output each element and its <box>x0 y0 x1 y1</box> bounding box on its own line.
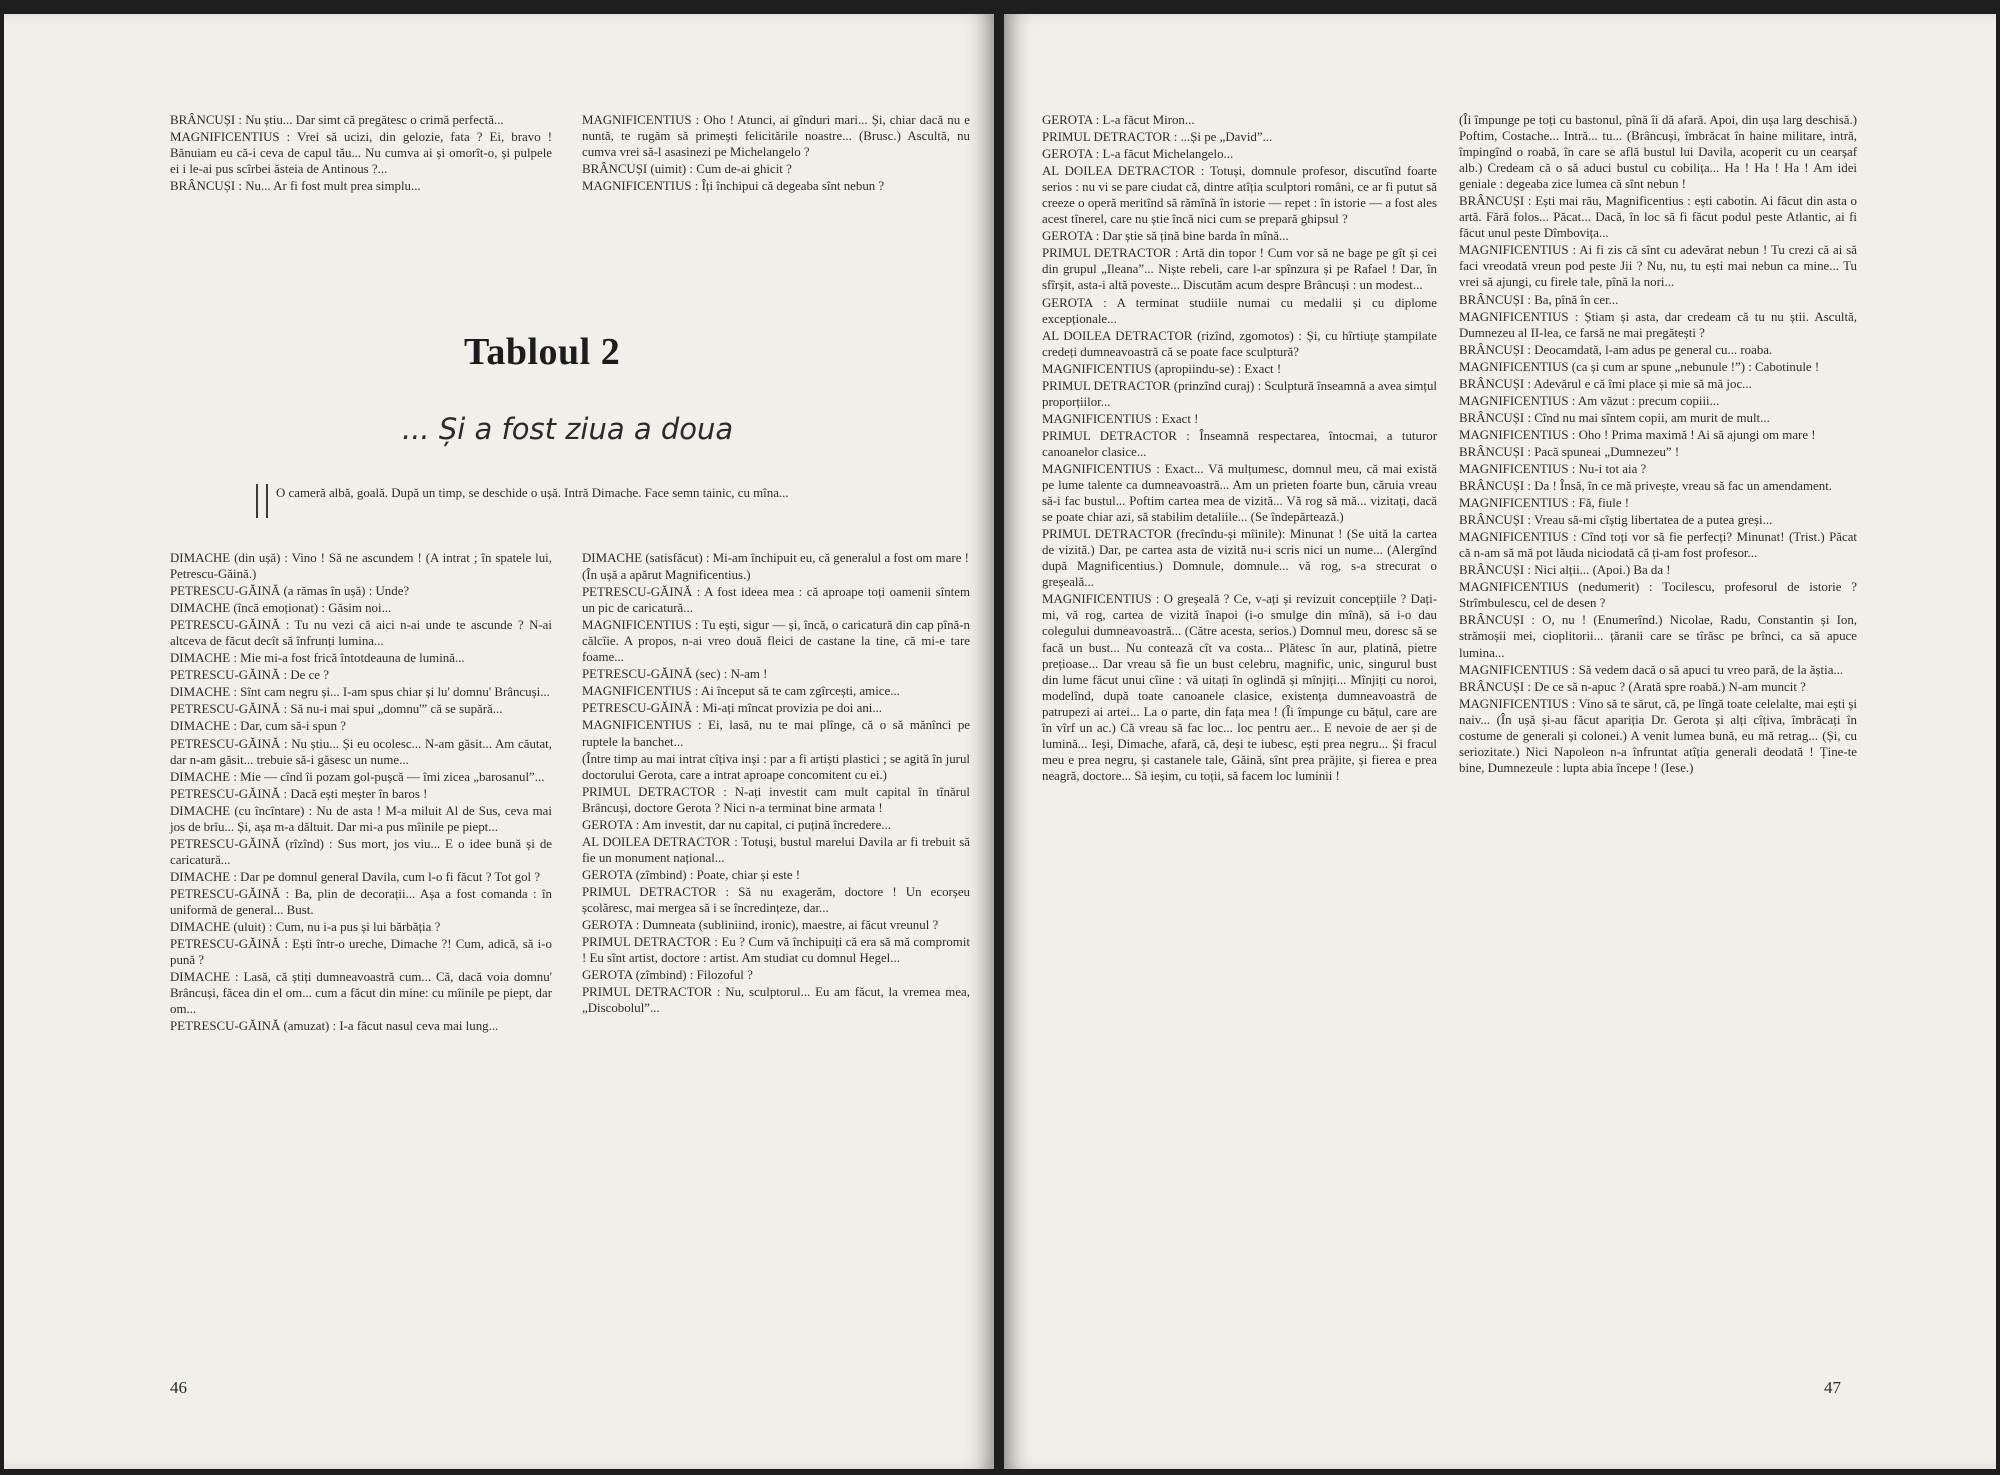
dialogue-line: DIMACHE : Lasă, că știți dumneavoastră cum... Că, dacă voia domnu' Brâncuși, făcea din el om... cum a făcut din mine: cu mîinile pe piept, dar om... <box>170 970 552 1017</box>
dialogue-line: GEROTA : L-a făcut Miron... <box>1042 113 1195 127</box>
stage-marker-bar <box>256 484 258 518</box>
stage-marker-bar <box>266 484 268 518</box>
dialogue-line: PETRESCU-GĂINĂ (amuzat) : I-a făcut nasul ceva mai lung... <box>170 1019 499 1034</box>
dialogue-line: MAGNIFICENTIUS (ca și cum ar spune „nebunule !”) : Cabotinule ! <box>1459 359 1820 374</box>
dialogue-line: MAGNIFICENTIUS : Tu ești, sigur — și, încă, o caricatură din cap pînă-n călcîie. A propos, n-ai vreo două fleici de castane la tine, că mi-e tare foame... <box>582 618 970 665</box>
dialogue-line: BRÂNCUȘI : Nu... Ar fi fost mult prea simplu... <box>170 179 421 194</box>
dialogue-line: DIMACHE : Sînt cam negru și... I-am spus chiar și lu' domnu' Brâncuși... <box>170 685 550 700</box>
left-bottom-column-2 <box>582 550 970 1017</box>
dialogue-line: PRIMUL DETRACTOR : Eu ? Cum vă închipuiți că era să mă compromit ! Eu sînt artist, doctore : artist. Am studiat cu domnul Hegel... <box>582 935 970 966</box>
dialogue-line: PETRESCU-GĂINĂ : Să nu-i mai spui „domnu'” că se supără... <box>170 702 503 717</box>
dialogue-line: DIMACHE : Dar pe domnul general Davila, cum l-o fi făcut ? Tot gol ? <box>170 869 541 884</box>
dialogue-line: MAGNIFICENTIUS : Să vedem dacă o să apuci tu vreo pară, de la ăștia... <box>1459 662 1844 677</box>
dialogue-line: PETRESCU-GĂINĂ (rîzînd) : Sus mort, jos viu... E o idee bună și de caricatură... <box>170 836 552 867</box>
dialogue-line: PETRESCU-GĂINĂ : Nu știu... Și eu ocolesc... N-am găsit... Am căutat, dar n-am găsit... trebuie să-i găsesc un nume... <box>170 736 552 767</box>
dialogue-line: PRIMUL DETRACTOR : Nu, sculptorul... Eu am făcut, la vremea mea, „Discobolul”... <box>582 985 970 1016</box>
left-bottom-column-1 <box>170 550 552 1035</box>
dialogue-line: BRÂNCUȘI : Nu știu... Dar simt că pregătesc o crimă perfectă... <box>170 113 504 127</box>
dialogue-line: BRÂNCUȘI : Adevărul e că îmi place și mie să mă joc... <box>1459 376 1752 391</box>
dialogue-line: MAGNIFICENTIUS : Fă, fiule ! <box>1459 496 1630 511</box>
dialogue-line: MAGNIFICENTIUS : Oho ! Atunci, ai gînduri mari... Și, chiar dacă nu e nuntă, te rugăm să primești felicitările noastre... (Brusc.) Ascultă, nu cumva vrei să-l asasinezi pe Michelangelo ? <box>582 113 970 160</box>
dialogue-line: PETRESCU-GĂINĂ : Tu nu vezi că aici n-ai unde te ascunde ? N-ai altceva de făcut decît să înfrunți lumina... <box>170 618 552 649</box>
dialogue-line: PETRESCU-GĂINĂ : Ba, plin de decorații... Așa a fost comanda : în uniformă de general... Bust. <box>170 886 552 917</box>
dialogue-line: AL DOILEA DETRACTOR : Totuși, bustul marelui Davila ar fi trebuit să fie un monument național... <box>582 834 970 865</box>
dialogue-line: DIMACHE : Mie mi-a fost frică întotdeauna de lumină... <box>170 651 465 666</box>
dialogue-line: BRÂNCUȘI : Ești mai rău, Magnificentius : ești cabotin. Ai făcut din asta o artă. Fără folos... Păcat... Dacă, în loc să fi făcut podul peste Atlantic, ai fi făcut unul peste Dîmbovița... <box>1459 194 1857 241</box>
dialogue-line: BRÂNCUȘI : Ba, pînă în cer... <box>1459 292 1619 307</box>
left-page <box>4 14 994 1469</box>
dialogue-line: BRÂNCUȘI : Pacă spuneai „Dumnezeu” ! <box>1459 444 1680 459</box>
dialogue-line: MAGNIFICENTIUS : O greșeală ? Ce, v-ați și revizuit concepțiile ? Dați-mi, vă rog, cartea de vizită înapoi (i-o smulge din mînă), să i-o dau colegului dumneavoastră... (Către acesta, serios.) Domnul meu, doresc să se facă un bust... Nu contează cît va costa... Plătesc în aur, platină, pietre prețioase... Dar vreau să fie un bust celebru, magnific, unic, singurul bust din lume făcut unui cîine : vă uitați în oglindă și mînjiți... Mînjiți cu noroi, modelînd, după toate canoanele clasice, existența dumneavoastră de patrupezi ai artei... La o parte, din fața mea ! (Îi împunge cu bățul, care are în vîrf un ac.) Că vreau să fac loc... loc pentru aer... E nevoie de aer și de lumină... Ieși, Dimache, afară, că, deși te iubesc, ești prea negru... Și fracul meu e prea negru, și castanele tale, Găină, sînt prea prăjite, și fierea e prea neagră, doctore... Să ieșim, cu toții, să facem loc luminii ! <box>1042 592 1437 783</box>
dialogue-line: BRÂNCUȘI : De ce să n-apuc ? (Arată spre roabă.) N-am muncit ? <box>1459 679 1806 694</box>
dialogue-line: BRÂNCUȘI (uimit) : Cum de-ai ghicit ? <box>582 162 792 177</box>
dialogue-line: DIMACHE (încă emoționat) : Găsim noi... <box>170 601 392 616</box>
dialogue-line: PETRESCU-GĂINĂ : A fost ideea mea : că aproape toți oamenii sîntem un pic de caricatură... <box>582 585 970 616</box>
dialogue-line: MAGNIFICENTIUS : Exact ! <box>1042 411 1199 426</box>
dialogue-line: PETRESCU-GĂINĂ (a rămas în ușă) : Unde? <box>170 584 410 599</box>
dialogue-line: GEROTA (zîmbind) : Filozoful ? <box>582 968 753 983</box>
scene-title: Tabloul 2 <box>464 331 621 373</box>
dialogue-line: BRÂNCUȘI : Vreau să-mi cîștig libertatea de a putea greși... <box>1459 513 1773 528</box>
scene-subtitle: ... Și a fost ziua a doua <box>402 412 734 446</box>
dialogue-line: PETRESCU-GĂINĂ : Dacă ești meșter în baros ! <box>170 786 428 801</box>
dialogue-line: MAGNIFICENTIUS : Oho ! Prima maximă ! Ai să ajungi om mare ! <box>1459 427 1816 442</box>
dialogue-line: PRIMUL DETRACTOR : Artă din topor ! Cum vor să ne bage pe gît și cei din grupul „Ileana”... Niște rebeli, care l-ar spînzura și pe Rafael ! Dar, în sfîrșit, asta-i altă poveste... Discutăm acum despre Brâncuși : un modest... <box>1042 246 1437 293</box>
dialogue-line: GEROTA : Dar știe să țină bine barda în mînă... <box>1042 229 1289 244</box>
dialogue-line: MAGNIFICENTIUS : Știam și asta, dar credeam că tu nu știi. Ascultă, Dumnezeu al II-lea, ce farsă ne mai pregătești ? <box>1459 309 1857 340</box>
dialogue-line: BRÂNCUȘI : Da ! Însă, în ce mă privește, vreau să fac un amendament. <box>1459 479 1832 494</box>
dialogue-line: BRÂNCUȘI : Deocamdată, l-am adus pe general cu... roaba. <box>1459 342 1773 357</box>
dialogue-line: (În ușă a apărut Magnificentius.) <box>582 568 751 583</box>
dialogue-line: BRÂNCUȘI : Nici alții... (Apoi.) Ba da ! <box>1459 563 1671 578</box>
dialogue-line: MAGNIFICENTIUS : Am văzut : precum copiii... <box>1459 393 1720 408</box>
dialogue-line: PRIMUL DETRACTOR (frecîndu-și mîinile): Minunat ! (Se uită la cartea de vizită.) Dar, pe cartea asta de vizită nu-i scris nici un nume... (Alergînd după Magnificentius.) Domnule, domnule... vă rog, s-a strecurat o greșeală... <box>1042 527 1437 590</box>
dialogue-line: GEROTA : A terminat studiile numai cu medalii și cu diplome excepționale... <box>1042 295 1437 326</box>
dialogue-line: BRÂNCUȘI : O, nu ! (Enumerînd.) Nicolae, Radu, Constantin și Ion, strămoșii mei, cioplitorii... țăranii care se tîrăsc pe brînci, ca să apuce lumina... <box>1459 613 1857 660</box>
dialogue-line: DIMACHE : Dar, cum să-i spun ? <box>170 719 346 734</box>
dialogue-line: (Îi împunge pe toți cu bastonul, pînă îi dă afară. Apoi, din ușa larg deschisă.) Poftim, Costache... Intră... tu... (Brâncuși, îmbrăcat în haine militare, intră, împingînd o roabă, în care se află bustul lui Davila, acoperit cu un cearșaf alb.) Credeam că o să aduci bustul cu cobilița... Ha ! Ha ! Ha ! Am idei geniale : degeaba zice lumea că sînt nebun ! <box>1459 113 1857 192</box>
dialogue-line: (Între timp au mai intrat cîțiva inși : par a fi artiști plastici ; se agită în jurul doctorului Gerota, care a intrat aproape concomitent cu ei.) <box>582 751 970 782</box>
dialogue-line: MAGNIFICENTIUS : Îți închipui că degeaba sînt nebun ? <box>582 179 885 194</box>
dialogue-line: GEROTA (zîmbind) : Poate, chiar și este ! <box>582 867 801 882</box>
dialogue-line: MAGNIFICENTIUS (apropiindu-se) : Exact ! <box>1042 361 1282 376</box>
page-number: 46 <box>170 1378 187 1397</box>
dialogue-line: DIMACHE (din ușă) : Vino ! Să ne ascundem ! (A intrat ; în spatele lui, Petrescu-Găină.) <box>170 551 552 582</box>
dialogue-line: PETRESCU-GĂINĂ : Mi-ați mîncat provizia pe doi ani... <box>582 701 883 716</box>
dialogue-line: BRÂNCUȘI : Cînd nu mai sîntem copii, am murit de mult... <box>1459 410 1770 425</box>
dialogue-line: PRIMUL DETRACTOR : ...Și pe „David”... <box>1042 130 1273 145</box>
stage-direction: O cameră albă, goală. După un timp, se deschide o ușă. Intră Dimache. Face semn tainic, cu mîna... <box>276 486 789 500</box>
dialogue-line: DIMACHE : Mie — cînd îi pozam gol-pușcă — îmi zicea „barosanul”... <box>170 769 545 784</box>
dialogue-line: PRIMUL DETRACTOR : Înseamnă respectarea, întocmai, a tuturor canoanelor clasice... <box>1042 428 1437 459</box>
dialogue-line: GEROTA : Dumneata (subliniind, ironic), maestre, ai făcut vreunul ? <box>582 918 939 933</box>
dialogue-line: PETRESCU-GĂINĂ (sec) : N-am ! <box>582 667 768 682</box>
right-column-2 <box>1459 112 1857 777</box>
dialogue-line: MAGNIFICENTIUS : Cînd toți vor să fie perfecți? Minunat! (Trist.) Păcat că n-am să mă pot lăuda niciodată că ți-am fost profesor... <box>1459 530 1857 561</box>
dialogue-line: AL DOILEA DETRACTOR (rizînd, zgomotos) : Și, cu hîrtiuțe ștampilate credeți dumneavoastră că se poate face sculptură? <box>1042 328 1437 359</box>
right-column-1 <box>1042 112 1437 785</box>
dialogue-line: PETRESCU-GĂINĂ : Ești într-o ureche, Dimache ?! Cum, adică, să i-o pună ? <box>170 937 552 968</box>
dialogue-line: MAGNIFICENTIUS : Exact... Vă mulțumesc, domnul meu, că mai există pe lume talente ca dumneavoastră... Am un prieten foarte bun, căruia vreau să-i fac bustul... Poftim cartea mea de vizită... Vă rog să mă... vizitați, dacă se poate chiar azi, să stabilim detaliile... (Se îndepărtează.) <box>1042 461 1437 525</box>
dialogue-line: MAGNIFICENTIUS : Ai fi zis că sînt cu adevărat nebun ! Tu crezi că ai să faci vreodată vreun pod peste Jii ? Nu, nu, tu ești mai nebun ca mine... Tu vrei să ajungi, cu firele tale, pînă la nori... <box>1459 243 1857 290</box>
dialogue-line: MAGNIFICENTIUS (nedumerit) : Tocilescu, profesorul de istorie ? Strîmbulescu, cel de desen ? <box>1459 580 1857 611</box>
dialogue-line: PRIMUL DETRACTOR (prinzînd curaj) : Sculptură înseamnă a avea simțul proporțiilor... <box>1042 378 1437 409</box>
dialogue-line: MAGNIFICENTIUS : Ai început să te cam zgîrcești, amice... <box>582 684 900 699</box>
dialogue-line: MAGNIFICENTIUS : Ei, lasă, nu te mai plînge, că o să mănînci pe ruptele la banchet... <box>582 718 970 749</box>
page-number: 47 <box>1824 1378 1841 1397</box>
dialogue-line: DIMACHE (uluit) : Cum, nu i-a pus și lui bărbăția ? <box>170 920 441 935</box>
left-top-column-2 <box>582 112 970 195</box>
dialogue-line: DIMACHE (cu încîntare) : Nu de asta ! M-a miluit Al de Sus, ceva mai jos de brîu... Și, așa m-a dăltuit. Dar mi-a pus mîinile pe piept... <box>170 803 552 834</box>
dialogue-line: AL DOILEA DETRACTOR : Totuși, domnule profesor, discutînd foarte serios : nu vi se pare ciudat că, dintre atîția sculptori români, ce ar fi putut să creeze o operă meritînd să rămînă în istorie — repet : în istorie — a fost ales acest tînerel, care nu știe încă nici cum se prepară ghipsul ? <box>1042 164 1437 227</box>
right-page <box>1004 14 1996 1469</box>
dialogue-line: GEROTA : Am investit, dar nu capital, ci puțină încredere... <box>582 817 891 832</box>
dialogue-line: GEROTA : L-a făcut Michelangelo... <box>1042 147 1234 162</box>
dialogue-line: PRIMUL DETRACTOR : Să nu exagerăm, doctore ! Un ecorșeu școlăresc, mai mergea să i se încredințeze, dar... <box>582 884 970 915</box>
dialogue-line: DIMACHE (satisfăcut) : Mi-am închipuit eu, că generalul a fost om mare ! <box>582 551 969 565</box>
left-top-column-1 <box>170 112 552 195</box>
dialogue-line: MAGNIFICENTIUS : Nu-i tot aia ? <box>1459 461 1647 476</box>
dialogue-line: PETRESCU-GĂINĂ : De ce ? <box>170 668 329 683</box>
dialogue-line: MAGNIFICENTIUS : Vino să te sărut, că, pe lîngă toate celelalte, mai ești și naiv... (În ușă și-au făcut apariția Dr. Gerota și alți cîțiva, îmbrăcați în costume de generali și colonei.) A venit lumea bună, eu mă retrag... (Și, cu seriozitate.) Nici Napoleon n-a înfruntat atîția generali deodată ! Ține-te bine, Dumnezeule : lupta abia începe ! (Iese.) <box>1459 696 1857 775</box>
dialogue-line: PRIMUL DETRACTOR : N-ați investit cam mult capital în tînărul Brâncuși, doctore Gerota ? Nici n-a terminat bine armata ! <box>582 784 970 815</box>
dialogue-line: MAGNIFICENTIUS : Vrei să ucizi, din gelozie, fata ? Ei, bravo ! Bănuiam eu că-i ceva de capul tău... Nu cumva ai și omorît-o, și pulpele ei i le-ai pus scîrbei ăsteia de Antinous ?... <box>170 130 552 177</box>
